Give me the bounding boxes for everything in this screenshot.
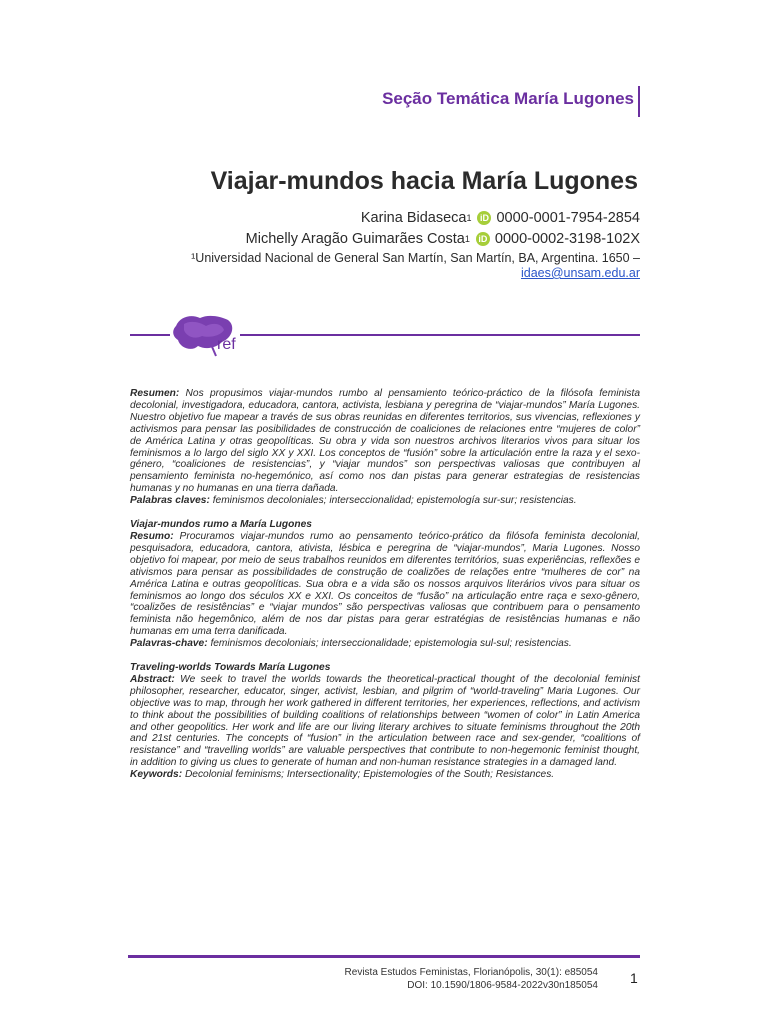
author-line-2 [246,231,640,247]
keywords-es-label: Palabras claves: [130,495,210,507]
keywords-en-label: Keywords: [130,769,183,781]
abstract-pt-title-text: Viajar-mundos rumo a María Lugones [130,519,312,531]
author-line-1 [361,210,640,226]
abstract-es-text: Nos propusimos viajar-mundos rumbo al pensamiento teórico-práctico de la filósofa feminista decolonial, investigadora, educadora, cantora, activista, lesbiana y peregrina de “viajar-mundos” María Lugones. Nuestro objetivo fue mapear a través de sus obras reunidas en diferentes territorios, sus vivencias, reflexiones y activismos para pensar las posibilidades de construcción de coaliciones de relaciones entre “mujeres de color” de América Latina y otras geopolíticas. Su obra y vida son nuestros archivos literarios vivos para situar los feminismos a lo largo del siglo XX y XXI. Los conceptos de “fusión” sobre la articulación entre la raza y el sexo-género, “coaliciones de resistencias”, y “viajar mundos” son perspectivas valiosas que contribuyen al pensamiento feminista no-hegemónico, así como nos dan pistas para generar estrategias de resistencias humanas y no humanas en una tierra dañada. [130,388,640,495]
keywords-pt [130,638,640,650]
article-title: Viajar-mundos hacia María Lugones [210,167,638,195]
abstract-es [130,388,640,495]
abstract-en-title [130,662,640,674]
divider-right [240,334,640,336]
abstracts [130,388,640,781]
author-sup: 1 [464,234,470,244]
author-sup: 1 [466,213,472,223]
abstract-es-label: Resumen: [130,388,180,399]
footer-doi[interactable]: DOI: 10.1590/1806-9584-2022v30n185054 [407,980,598,991]
abstract-en-title-text: Traveling-worlds Towards María Lugones [130,662,331,674]
abstract-en [130,674,640,769]
keywords-es [130,495,640,507]
abstract-en-text: We seek to travel the worlds towards the theoretical-practical thought of the decolonial feminist philosopher, researcher, educator, singer, activist, lesbian, and pilgrim of “world-traveling” Maria Lugones. Our objective was to map, through her work gathered in different territories, her experiences, reflections, and activism to think about the possibilities of building coalitions of relationships between “women of color” in Latin America and other geopolitics. Her work and life are our living literary archives to situate feminisms throughout the 20th and 21st centuries. The concepts of “fusion” in the articulation between race and sex-gender, “coalitions of resistance” and “travelling worlds” are valuable perspectives that contribute to non-hegemonic feminist thought, in addition to giving us clues to generate of human and non-human resistance strategies in a damaged land. [130,673,640,769]
author-name: Michelly Aragão Guimarães Costa [245,231,465,247]
author-name: Karina Bidaseca [360,210,467,226]
divider-left [130,334,170,336]
abstract-pt-label: Resumo: [130,530,174,542]
keywords-en [130,769,640,781]
footer-rule [128,955,640,958]
abstract-pt-title [130,519,640,531]
page-number: 1 [630,970,638,986]
ref-logo-text: ref [217,336,236,353]
keywords-pt-label: Palavras-chave: [130,638,208,650]
abstract-pt-text: Procuramos viajar-mundos rumo ao pensamento teórico-prático da filósofa feminista decolonial, pesquisadora, educadora, cantora, ativista, lésbica e peregrina de “viajar-mundos”, Maria Lugones. Nosso objetivo foi mapear, por meio de seus trabalhos reunidos em diferentes territórios, suas experiências, reflexões e ativismos para pensar as possibilidades de construção de coalizões de relações entre “mulheres de cor” na América Latina e outras geopolíticas. Sua obra e a vida são os nossos arquivos literários vivos para situar os feminismos ao longo dos séculos XX e XXI. Os conceitos de “fusão” na articulação entre raça e sexo-gênero, “coalizões de resistências” e “viajar mundos” são perspectivas valiosas que contribuem para o pensamento feminista não hegemônico, além de nos dar pistas para gerar estratégias de resistências humanas e não humanas em uma terra danificada. [130,530,640,638]
affiliation: ¹Universidad Nacional de General San Martín, San Martín, BA, Argentina. 1650 – [191,251,640,265]
keywords-es-text: feminismos decoloniales; interseccionalidad; epistemología sur-sur; resistencias. [212,495,577,507]
abstract-pt [130,531,640,638]
orcid-icon[interactable]: iD [476,232,490,246]
section-title: Seção Temática María Lugones [382,89,634,108]
email-link[interactable]: idaes@unsam.edu.ar [520,266,640,280]
section-rule [638,86,640,117]
keywords-pt-text: feminismos decoloniais; interseccionalidade; epistemologia sul-sul; resistencias. [210,638,572,650]
orcid-id[interactable]: 0000-0002-3198-102X [494,231,640,247]
abstract-en-label: Abstract: [130,673,175,685]
orcid-icon[interactable]: iD [477,211,491,225]
keywords-en-text: Decolonial feminisms; Intersectionality; Epistemologies of the South; Resistances. [184,769,555,781]
footer-journal: Revista Estudos Feministas, Florianópolis, 30(1): e85054 [344,967,598,978]
orcid-id[interactable]: 0000-0001-7954-2854 [496,210,640,226]
